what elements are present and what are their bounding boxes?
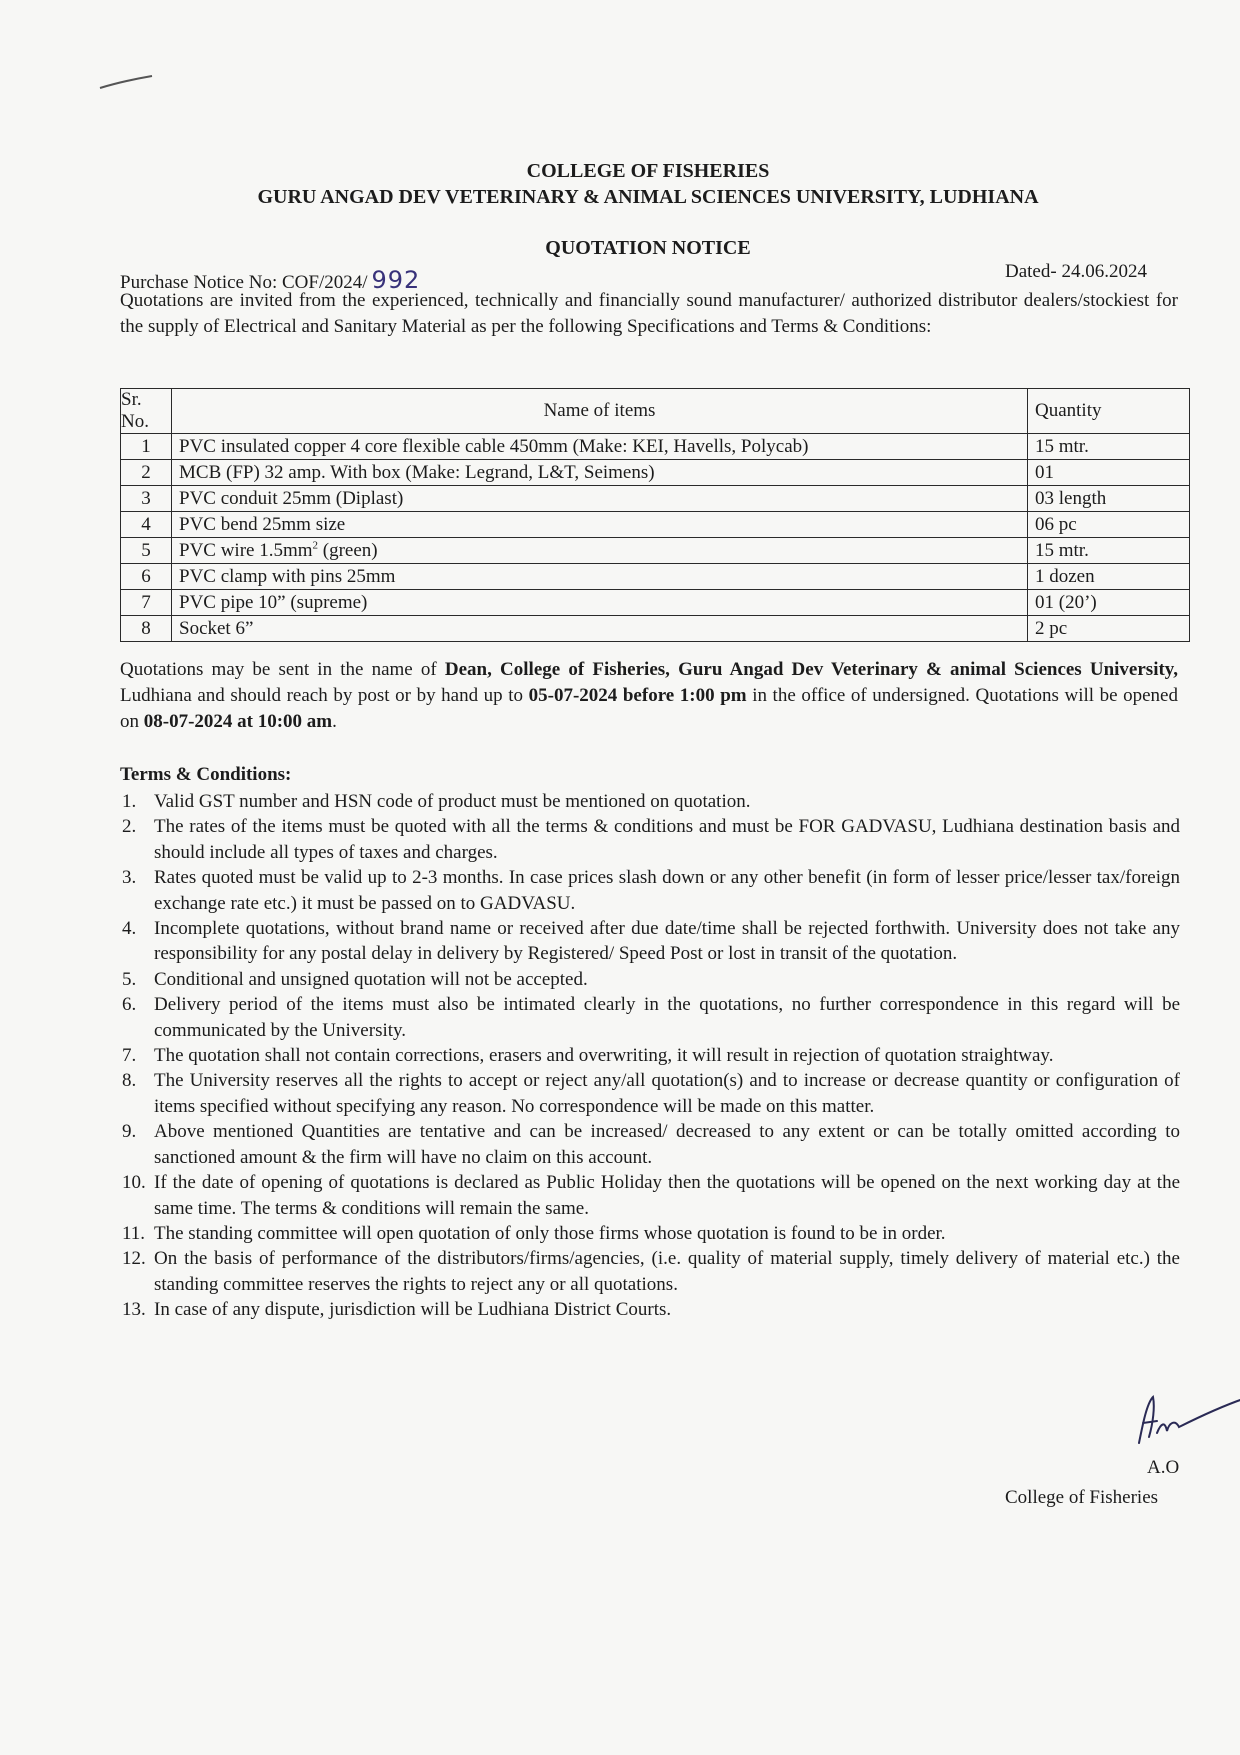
cell-item-name bbox=[172, 538, 1028, 564]
terms-heading: Terms & Conditions: bbox=[120, 764, 292, 785]
cell-item-name: PVC clamp with pins 25mm bbox=[172, 564, 1028, 590]
submission-paragraph bbox=[120, 657, 1178, 735]
cell-item-name: PVC conduit 25mm (Diplast) bbox=[172, 486, 1028, 512]
signatory-office: College of Fisheries bbox=[1005, 1487, 1159, 1508]
submission-text-3: in the office of undersigned. Quotations will be opened on bbox=[120, 685, 1178, 732]
table-row bbox=[121, 564, 1190, 590]
term-number: 8. bbox=[122, 1070, 137, 1092]
header-item-name: Name of items bbox=[172, 389, 1028, 434]
header-quantity: Quantity bbox=[1028, 389, 1190, 434]
cell-item-name: PVC insulated copper 4 core flexible cable 450mm (Make: KEI, Havells, Polycab) bbox=[172, 434, 1028, 460]
notice-date: Dated- 24.06.2024 bbox=[1005, 261, 1147, 282]
term-number: 9. bbox=[122, 1121, 137, 1143]
list-item bbox=[120, 1297, 1180, 1322]
term-number: 3. bbox=[122, 867, 137, 889]
term-number: 1. bbox=[122, 791, 137, 812]
term-number: 5. bbox=[122, 968, 137, 990]
term-number: 2. bbox=[122, 816, 137, 838]
cell-sr-no: 2 bbox=[121, 460, 172, 486]
cell-item-name: PVC pipe 10” (supreme) bbox=[172, 590, 1028, 616]
submission-deadline: 05-07-2024 before 1:00 pm bbox=[528, 685, 747, 706]
cell-sr-no: 4 bbox=[121, 512, 172, 538]
list-item bbox=[120, 1043, 1180, 1068]
term-number: 12. bbox=[122, 1248, 146, 1270]
opening-date: 08-07-2024 at 10:00 am bbox=[143, 711, 333, 732]
term-number: 6. bbox=[122, 994, 137, 1016]
cell-quantity: 15 mtr. bbox=[1028, 434, 1190, 460]
cell-item-name: Socket 6” bbox=[172, 616, 1028, 642]
cell-quantity: 03 length bbox=[1028, 486, 1190, 512]
table-row bbox=[121, 460, 1190, 486]
list-item bbox=[120, 967, 1180, 992]
term-text: The rates of the items must be quoted with all the terms & conditions and must be FOR GADVASU, Ludhiana destination basis and should include all types of taxes and charges. bbox=[154, 816, 1180, 863]
cell-quantity: 01 bbox=[1028, 460, 1190, 486]
list-item bbox=[120, 992, 1180, 1043]
cell-sr-no: 8 bbox=[121, 616, 172, 642]
submission-text-1: Quotations may be sent in the name of bbox=[120, 659, 445, 680]
notice-title: QUOTATION NOTICE bbox=[545, 237, 751, 259]
terms-list bbox=[120, 789, 1180, 1323]
term-text: On the basis of performance of the distributors/firms/agencies, (i.e. quality of material supply, timely delivery of material etc.) the standing committee reserves the rights to reject any or all quotations. bbox=[154, 1248, 1180, 1295]
cell-item-name: MCB (FP) 32 amp. With box (Make: Legrand, L&T, Seimens) bbox=[172, 460, 1028, 486]
list-item bbox=[120, 865, 1180, 916]
list-item bbox=[120, 916, 1180, 967]
term-text: Incomplete quotations, without brand name or received after due date/time shall be rejected forthwith. University does not take any responsibility for any postal delay in delivery by Registered/ Speed Post or lost in transit of the quotation. bbox=[154, 918, 1180, 965]
cell-sr-no: 5 bbox=[121, 538, 172, 564]
cell-sr-no: 3 bbox=[121, 486, 172, 512]
list-item bbox=[120, 1246, 1180, 1297]
term-number: 4. bbox=[122, 918, 137, 940]
table-row bbox=[121, 590, 1190, 616]
term-text: Conditional and unsigned quotation will not be accepted. bbox=[154, 968, 588, 990]
cell-quantity: 01 (20’) bbox=[1028, 590, 1190, 616]
term-text: Delivery period of the items must also be intimated clearly in the quotations, no further correspondence in this regard will be communicated by the University. bbox=[154, 994, 1180, 1041]
table-row bbox=[121, 616, 1190, 642]
pen-stroke-mark bbox=[98, 72, 154, 92]
cell-sr-no: 1 bbox=[121, 434, 172, 460]
term-text: Above mentioned Quantities are tentative and can be increased/ decreased to any extent or can be totally omitted according to sanctioned amount & the firm will have no claim on this account. bbox=[154, 1121, 1180, 1168]
cell-sr-no: 7 bbox=[121, 590, 172, 616]
term-text: Valid GST number and HSN code of product must be mentioned on quotation. bbox=[154, 791, 751, 812]
header-sr-no: Sr. No. bbox=[121, 389, 172, 434]
table-row bbox=[121, 486, 1190, 512]
term-text: The University reserves all the rights to accept or reject any/all quotation(s) and to increase or decrease quantity or configuration of items specified without specifying any reason. No correspondence will be made on this matter. bbox=[154, 1070, 1180, 1117]
purchase-notice-label: Purchase Notice No: COF/2024/ bbox=[120, 272, 368, 293]
items-table bbox=[120, 388, 1190, 642]
item-name-text: PVC wire 1.5mm bbox=[179, 539, 313, 561]
handwritten-signature bbox=[1135, 1393, 1240, 1449]
university-name: GURU ANGAD DEV VETERINARY & ANIMAL SCIENCES UNIVERSITY, LUDHIANA bbox=[257, 186, 1039, 208]
term-number: 10. bbox=[122, 1172, 146, 1194]
term-text: In case of any dispute, jurisdiction will be Ludhiana District Courts. bbox=[154, 1299, 672, 1321]
intro-paragraph: Quotations are invited from the experienced, technically and financially sound manufacturer/ authorized distributor dealers/stockiest for the supply of Electrical and Sanitary Material as per the following Specifications and Terms & Conditions: bbox=[120, 290, 1178, 337]
table-row bbox=[121, 538, 1190, 564]
cell-item-name: PVC bend 25mm size bbox=[172, 512, 1028, 538]
table-row bbox=[121, 434, 1190, 460]
term-text: The quotation shall not contain corrections, erasers and overwriting, it will result in rejection of quotation straightway. bbox=[154, 1045, 1054, 1067]
list-item bbox=[120, 1170, 1180, 1221]
college-name: COLLEGE OF FISHERIES bbox=[526, 160, 770, 182]
submission-text-2: Ludhiana and should reach by post or by hand up to bbox=[120, 685, 529, 706]
term-number: 13. bbox=[122, 1299, 146, 1321]
table-header-row bbox=[121, 389, 1190, 434]
term-text: Rates quoted must be valid up to 2-3 months. In case prices slash down or any other benefit (in form of lesser price/lesser tax/foreign exchange rate etc.) it must be passed on to GADVASU. bbox=[154, 867, 1180, 914]
superscript-two: 2 bbox=[312, 539, 319, 552]
list-item bbox=[120, 1068, 1180, 1119]
list-item bbox=[120, 1119, 1180, 1170]
list-item bbox=[120, 789, 1180, 814]
term-text: If the date of opening of quotations is declared as Public Holiday then the quotations will be opened on the next working day at the same time. The terms & conditions will remain the same. bbox=[154, 1172, 1180, 1219]
term-text: The standing committee will open quotation of only those firms whose quotation is found to be in order. bbox=[154, 1222, 946, 1244]
handwritten-notice-number: 992 bbox=[371, 266, 421, 294]
cell-quantity: 15 mtr. bbox=[1028, 538, 1190, 564]
term-number: 7. bbox=[122, 1045, 137, 1067]
list-item bbox=[120, 1221, 1180, 1246]
addressee: Dean, College of Fisheries, Guru Angad Dev Veterinary & animal Sciences University, bbox=[444, 659, 1178, 680]
cell-quantity: 1 dozen bbox=[1028, 564, 1190, 590]
signatory-designation: A.O bbox=[1147, 1457, 1180, 1478]
term-number: 11. bbox=[122, 1222, 146, 1244]
submission-text-4: . bbox=[332, 711, 337, 732]
table-row bbox=[121, 512, 1190, 538]
list-item bbox=[120, 814, 1180, 865]
cell-quantity: 2 pc bbox=[1028, 616, 1190, 642]
item-name-suffix: (green) bbox=[318, 539, 378, 561]
cell-quantity: 06 pc bbox=[1028, 512, 1190, 538]
cell-sr-no: 6 bbox=[121, 564, 172, 590]
